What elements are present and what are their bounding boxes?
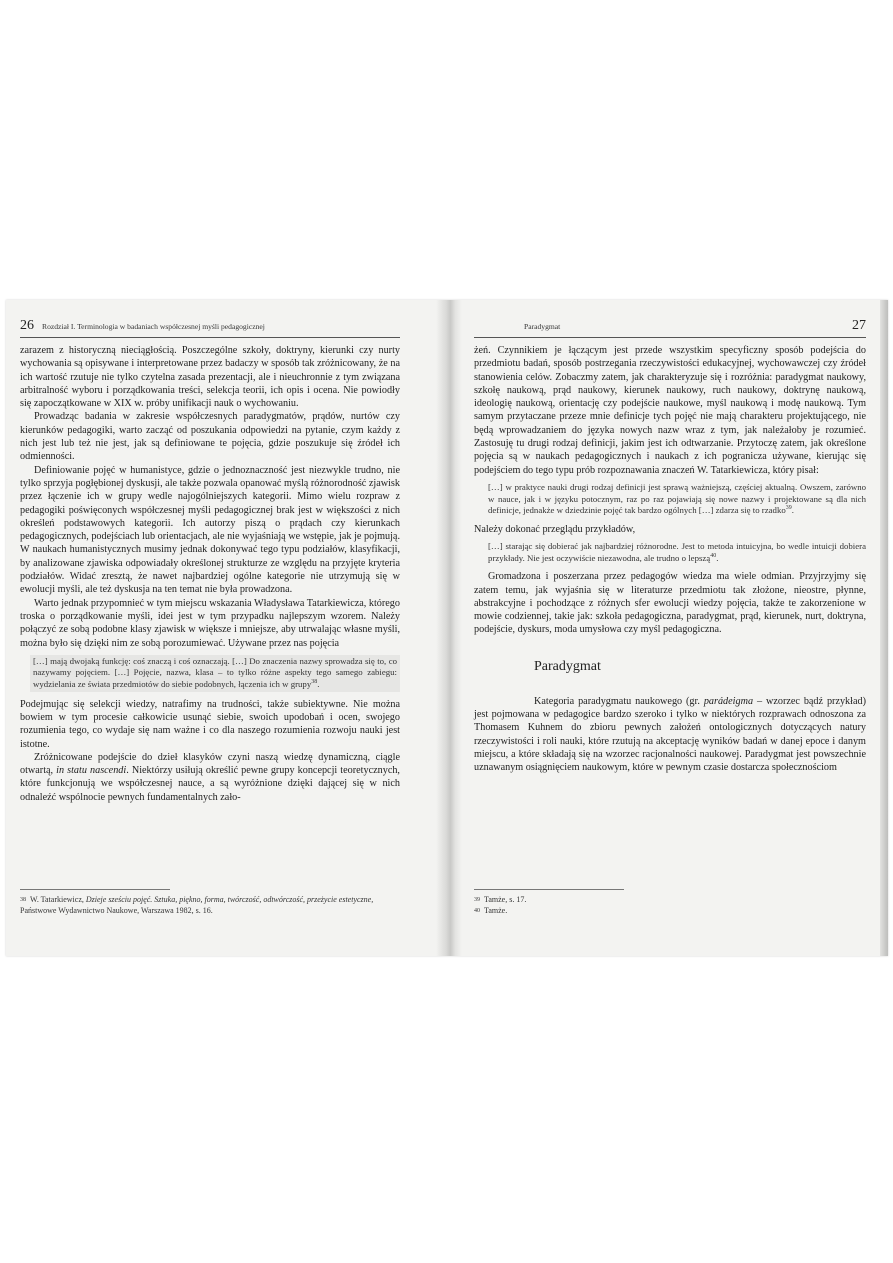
- footnote-40-number: 40: [474, 907, 480, 914]
- footnote-40: [474, 906, 866, 917]
- left-paragraph-6-italic: in statu nascendi: [56, 765, 127, 777]
- left-paragraph-3: Definiowanie pojęć w humanistyce, gdzie o jednoznaczność jest niezwykle trudno, nie tylko sprzyja pogłębionej dyskusji, ale także pozwala opanować myślą różnorodność zjawisk przez łączenie ich w grupy wedle najogólniejszych kategorii. Mimo wielu rozpraw z pedagogiki poświęconych współczesnej myśli pedagogicznej brak jest w większości z nich określeń podstawowych kategorii. Ich autorzy piszą o prądach czy kierunkach pedagogicznych, podejściach lub orientacjach, ale nie wyjaśniają we wstępie, jak je pojmują. W naukach humanistycznych musimy jednak dokonywać tego typu podziałów, klasyfikacji, by analizowane zjawiska odpowiadały określonej strukturze ze względu na przyjęte kryteria podziałów. Widać zresztą, że nawet najbardziej ogólne kategorie nie utrzymują się w ewolucji myśli, ale też dyskusja na ten temat nie była prowadzona.: [20, 464, 400, 596]
- right-page-number: 27: [852, 318, 866, 333]
- right-paragraph-3: Gromadzona i poszerzana przez pedagogów wiedza ma wiele odmian. Przyjrzyjmy się zatem temu, jak wyjaśnia się w literaturze przedmiotu tak złożone, nieostre, płynne, abstrakcyjne i pochodzące z różnych sfer ewolucji wiedzy pojęcia, także te zakorzenione w mowie codziennej, takie jak: szkoła pedagogiczna, paradygmat, prąd, kierunek, nurt, doktryna, podejście, dyskurs, moda umysłowa czy myśl pedagogiczna.: [474, 571, 866, 636]
- right-page: [474, 318, 866, 915]
- left-paragraph-5: Podejmując się selekcji wiedzy, natrafimy na trudności, także subiektywne. Nie można bowiem w tym procesie całkowicie usunąć siebie, swoich upodobań i ocen, swojego rozumienia tego, co wydaje się nam ważne i co dla naszego rozumienia rozwoju nauki jest istotne.: [20, 698, 400, 750]
- right-paragraph-4-a: Kategoria paradygmatu naukowego (gr.: [534, 695, 704, 707]
- right-paragraph-4-b: – wzorzec bądź przykład) jest pojmowana w pedagogice bardzo szeroko i tylko w niektórych rozprawach odnoszona za Thomasem Kuhnem do zbioru pewnych założeń ontologicznych dotyczących natury rzeczywistości i roli nauki, które rzutują na akceptację wyników badań w danej epoce i danym miejscu, a które składają się na wzorzec racjonalności naukowej. Paradygmat jest powszechnie uznawanym osiągnięciem naukowym, które w pewnym czasie dostarcza społecznościom: [474, 695, 866, 774]
- footnote-38-italic: Dzieje sześciu pojęć. Sztuka, piękno, forma, twórczość, odtwórczość, przeżycie estetyczne,: [85, 895, 374, 904]
- left-block-quote: […] mają dwojaką funkcję: coś znaczą i coś oznaczają. […] Do znaczenia nazwy sprowadza się to, co nazywamy pojęciem. […] Pojęcie, nazwa, klasa – to tylko różne aspekty tego samego zabiegu: wydzielania ze świata przedmiotów do siebie podobnych, łączenia ich w grupy$^{38}$.: [30, 655, 400, 692]
- book-gutter: [436, 300, 462, 956]
- left-page: [20, 318, 400, 915]
- right-running-head: [474, 318, 866, 338]
- section-heading: Paradygmat: [534, 658, 601, 674]
- right-paragraph-4-italic: parádeigma: [703, 695, 754, 707]
- left-paragraph-6-b: . Niektórzy usiłują określić pewne grupy koncepcji teoretycznych, które funkcjonują we współczesnej nauce, a są wyróżnione dzięki dającej się w nich odnaleźć wspólnocie pewnych fundamentalnych zało-: [20, 765, 400, 803]
- footnote-rule: [474, 889, 624, 890]
- right-paragraph-4: [474, 695, 866, 775]
- right-footnotes: [474, 889, 866, 916]
- left-paragraph-4: Warto jednak przypomnieć w tym miejscu wskazania Władysława Tatarkiewicza, którego troska o porządkowanie myśli, idei jest w tym przypadku najlepszym wzorem. Należy połączyć ze sobą podobne klasy zjawisk w większe i mniejsze, aby utrwalając własne myśli, można było się dzięki nim ze sobą porozumiewać. Używane przez nas pojęcia: [20, 597, 400, 649]
- left-paragraph-1: zarazem z historyczną nieciągłością. Poszczególne szkoły, doktryny, kierunki czy nurty wychowania są opisywane i interpretowane przez badaczy w sposób tak zróżnicowany, że na ich wartość rzutuje nie tylko czytelna zasada prezentacji, ale i nieuchronnie z tym związana arbitralność wyboru i porządkowania treści, selekcja teorii, ich opis i ocena. Nie powiodły się zapoczątkowane w XIX w. próby unifikacji nauk o wychowaniu.: [20, 345, 400, 410]
- right-paragraph-2: Należy dokonać przeglądu przykładów,: [474, 523, 636, 535]
- footnote-38-a: W. Tatarkiewicz,: [30, 895, 86, 904]
- footnote-38: [20, 895, 400, 916]
- right-quote-1-text: […] w praktyce nauki drugi rodzaj definicji jest sprawą ważniejszą, częściej aktualną. Owszem, zarówno w nauce, jak i w języku potocznym, raz po raz pojawiają się nowe nazwy i projektowane są dla nich definicje, jednakże w dziedzinie pojęć tak bardzo ogólnych […] zdarza się to rzadko: [488, 481, 866, 516]
- right-paragraph-1: żeń. Czynnikiem je łączącym jest przede wszystkim specyficzny sposób podejścia do przedmiotu badań, sposób postrzegania rzeczywistości edukacyjnej, wychowawczej czy źródeł stanowienia celów. Zobaczmy zatem, jak charakteryzuje się i rozróżnia: paradygmat naukowy, szkołę naukową, prąd naukowy, kierunek naukowy, ruch naukowy, doktrynę naukową, ideologię naukową, orientację czy podejście naukowe, myśl naukową i modę naukową. Tym samym przytaczane przeze mnie definicje tych pojęć nie mają charakteru projektującego, nie będą wprowadzaniem do języka nowych nazw wraz z tym, jak należałoby je rozumieć. Zastosuję tu drugi rodzaj definicji, jakim jest ich odtwarzanie. Przytoczę zatem, jak określone pojęcia są w naukach pedagogicznych i naukach z ich pogranicza używane, kierując się podejściem do tego typu prób rozpoznawania znaczeń W. Tatarkiewicza, który pisał:: [474, 345, 866, 476]
- right-quote-2-text: […] starając się dobierać jak najbardziej różnorodne. Jest to metoda intuicyjna, bo wedle intuicji dobiera przykłady. Nie jest oczywiście niezawodna, ale trudno o lepszą: [488, 541, 866, 563]
- left-page-number: 26: [20, 318, 34, 333]
- footnote-40-text: Tamże.: [484, 905, 508, 915]
- footnote-38-number: 38: [20, 897, 26, 903]
- left-running-head: [20, 318, 400, 338]
- footnote-ref-38: 38: [311, 679, 318, 686]
- right-block-quote-2: […] starając się dobierać jak najbardziej różnorodne. Jest to metoda intuicyjna, bo wedle intuicji dobiera przykłady. Nie jest oczywiście niezawodna, ale trudno o lepszą$^{40}$.: [488, 541, 866, 563]
- left-quote-text: […] mają dwojaką funkcję: coś znaczą i coś oznaczają. […] Do znaczenia nazwy sprowadza się to, co nazywamy pojęciem. […] Pojęcie, nazwa, klasa – to tylko różne aspekty tego samego zabiegu: wydzielania ze świata przedmiotów do siebie podobnych, łączenia ich w grupy: [33, 655, 397, 690]
- footnote-ref-39: 39: [785, 505, 792, 512]
- footnote-39: [474, 895, 866, 906]
- footnote-rule: [20, 889, 170, 890]
- right-block-quote-1: […] w praktyce nauki drugi rodzaj definicji jest sprawą ważniejszą, częściej aktualną. Owszem, zarówno w nauce, jak i w języku potocznym, raz po raz pojawiają się nowe nazwy i projektowane są dla nich definicje, jednakże w dziedzinie pojęć tak bardzo ogólnych […] zdarza się to rzadko$^{39}$.: [488, 481, 866, 516]
- left-paragraph-6-a: Zróżnicowane podejście do dzieł klasyków czyni naszą wiedzę dynamiczną, ciągle otwartą,: [20, 751, 400, 777]
- page-edge: [880, 300, 888, 956]
- footnote-38-b: Państwowe Wydawnictwo Naukowe, Warszawa 1982, s. 16.: [20, 905, 213, 915]
- footnote-ref-40: 40: [710, 552, 717, 559]
- right-section-head: Paradygmat: [524, 322, 561, 331]
- footnote-39-text: Tamże, s. 17.: [484, 895, 527, 904]
- left-chapter-title: Rozdział I. Terminologia w badaniach współczesnej myśli pedagogicznej: [42, 322, 265, 331]
- left-paragraph-2: Prowadząc badania w zakresie współczesnych paradygmatów, prądów, nurtów czy kierunków pedagogiki, warto zacząć od poszukania odpowiedzi na pytanie, czym każdy z nich jest lub też nie jest, jak są definiowane te pojęcia, gdzie poszukuje się źródeł ich odmienności.: [20, 411, 400, 463]
- footnote-39-number: 39: [474, 897, 480, 903]
- left-footnotes: [20, 889, 400, 916]
- left-paragraph-6: [20, 751, 400, 804]
